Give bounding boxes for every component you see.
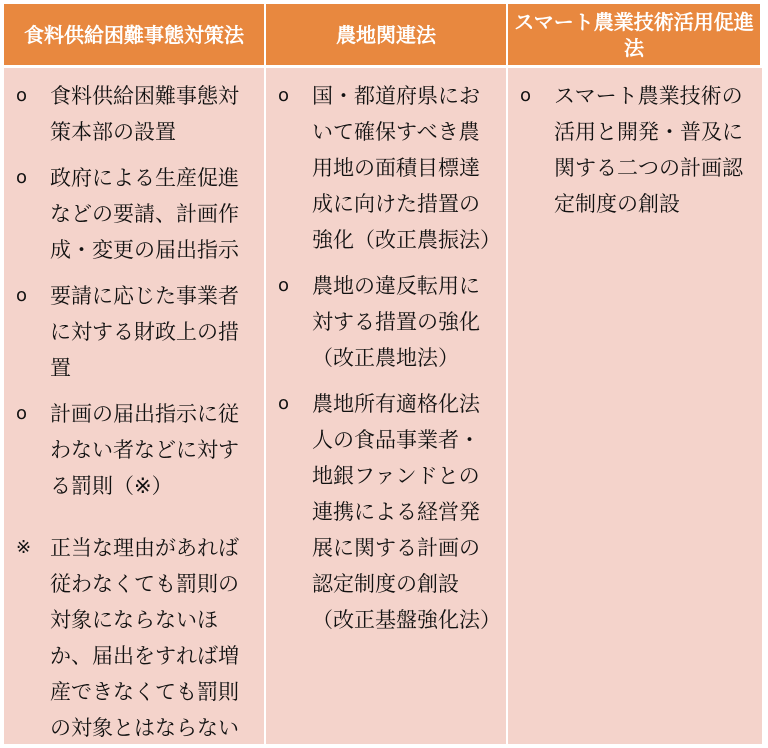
header-smart-agri-act: スマート農業技術活用促進法 (508, 4, 762, 68)
item-text: 要請に応じた事業者に対する財政上の措置 (50, 284, 239, 380)
bullet-icon: o (278, 393, 290, 414)
bullet-icon: o (16, 285, 28, 306)
item-text: 農地所有適格化法人の食品事業者・地銀ファンドとの連携による経営発展に関する計画の認定制度の創設（改正基盤強化法） (312, 392, 501, 632)
list-item (278, 268, 498, 376)
bullet-icon: o (520, 85, 532, 106)
list-item (16, 78, 256, 150)
list-item (520, 78, 754, 222)
column-farmland (266, 68, 508, 744)
item-text: 政府による生産促進などの要請、計画作成・変更の届出指示 (50, 166, 239, 262)
header-farmland-act: 農地関連法 (266, 4, 508, 68)
item-text: 食料供給困難事態対策本部の設置 (50, 84, 239, 144)
list-item (16, 160, 256, 268)
item-text: 計画の届出指示に従わない者などに対する罰則（※） (50, 402, 239, 498)
item-text: スマート農業技術の活用と開発・普及に関する二つの計画認定制度の創設 (554, 84, 743, 216)
list-item (278, 386, 501, 638)
policy-table (4, 4, 762, 744)
bullet-icon: o (16, 85, 28, 106)
list-item (278, 78, 501, 258)
bullet-icon: o (278, 275, 290, 296)
column-food-supply (4, 68, 266, 744)
list-item (16, 396, 256, 504)
footnote-text: 正当な理由があれば従わなくても罰則の対象にならないほか、届出をすれば増産できなくても罰則の対象とはならない (50, 536, 239, 740)
list-item (16, 278, 256, 386)
bullet-icon: o (16, 403, 28, 424)
item-text: 農地の違反転用に対する措置の強化（改正農地法） (312, 274, 480, 370)
note-mark-icon: ※ (16, 537, 32, 558)
item-text: 国・都道府県において確保すべき農用地の面積目標達成に向けた措置の強化（改正農振法） (312, 84, 501, 252)
footnote (16, 530, 256, 744)
header-food-supply-act: 食料供給困難事態対策法 (4, 4, 266, 68)
bullet-icon: o (16, 167, 28, 188)
bullet-icon: o (278, 85, 290, 106)
column-smart-agri (508, 68, 762, 744)
